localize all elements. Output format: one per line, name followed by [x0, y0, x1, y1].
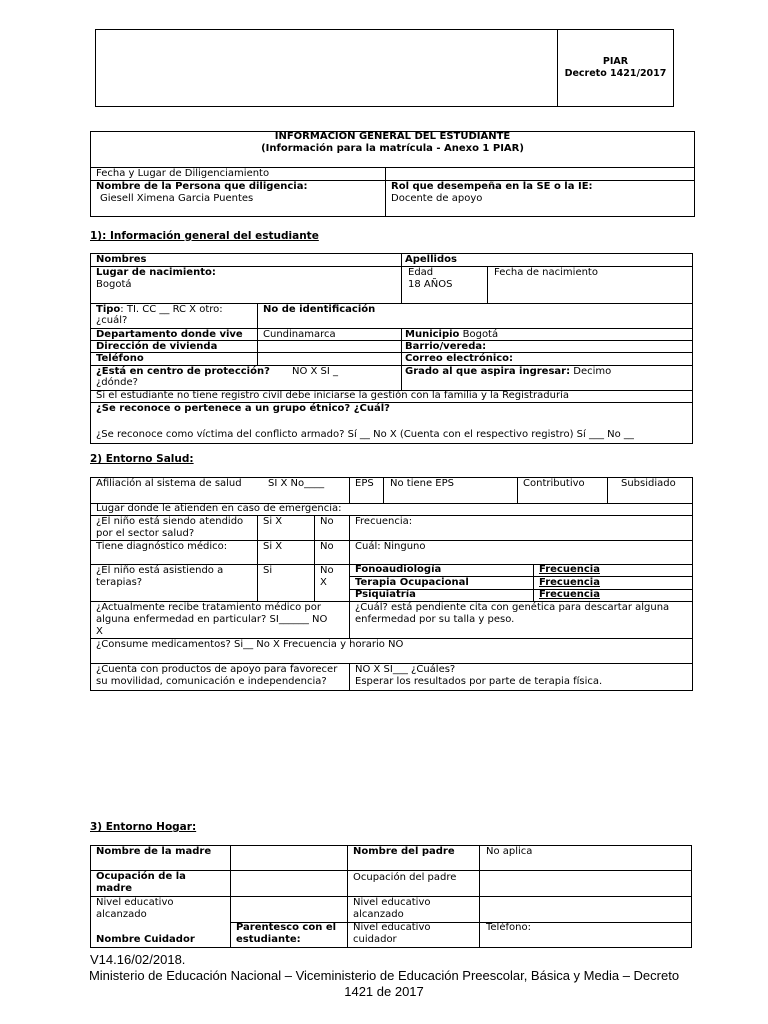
madre-label: Nombre de la madre — [96, 846, 212, 857]
terapias-label-2: terapias? — [96, 577, 143, 588]
ocupacion-madre-1: Ocupación de la — [96, 871, 186, 882]
padre-value: No aplica — [486, 846, 533, 857]
edad-value: 18 AÑOS — [408, 279, 453, 290]
afiliacion-label: Afiliación al sistema de salud — [96, 478, 242, 489]
nivel-cuidador-2: cuidador — [353, 934, 397, 945]
atendido-label-1: ¿El niño está siendo atendido — [96, 516, 244, 527]
nivel-padre-1: Nivel educativo — [353, 897, 431, 908]
fecha-nacimiento-label: Fecha de nacimiento — [494, 267, 598, 278]
terapias-no-x: X — [320, 577, 327, 588]
diagnostico-si: Si X — [263, 541, 283, 552]
tratamiento-label-3: X — [96, 626, 103, 637]
nombres-label: Nombres — [96, 254, 147, 265]
frecuencia-fono: Frecuencia — [539, 564, 600, 575]
departamento-value: Cundinamarca — [263, 329, 336, 340]
barrio-label: Barrio/vereda: — [405, 341, 487, 352]
contributivo-label: Contributivo — [523, 478, 585, 489]
section3-heading: 3) Entorno Hogar: — [90, 821, 197, 833]
psiquiatria-label: Psiquiatría — [355, 589, 416, 600]
terapia-ocupacional-label: Terapia Ocupacional — [355, 577, 469, 588]
persona-label: Nombre de la Persona que diligencia: — [96, 181, 308, 192]
diagnostico-label: Tiene diagnóstico médico: — [96, 541, 228, 552]
atendido-no: No — [320, 516, 334, 527]
tratamiento-cual-2: enfermedad por su talla y peso. — [355, 614, 515, 625]
terapias-label-1: ¿El niño está asistiendo a — [96, 565, 224, 576]
eps-value: No tiene EPS — [390, 478, 454, 489]
departamento-label: Departamento donde vive — [96, 329, 243, 340]
fonoaudiologia-label: Fonoaudiología — [355, 564, 442, 575]
frecuencia-psiquiatria: Frecuencia — [539, 589, 600, 600]
victima-label: ¿Se reconoce como víctima del conflicto armado? Sí __ No X (Cuenta con el respectivo registro) Sí ___ No __ — [96, 429, 634, 440]
tratamiento-label-2: alguna enfermedad en particular? SI______ NO — [96, 614, 328, 625]
rol-label: Rol que desempeña en la SE o la IE: — [391, 181, 593, 192]
lugar-nacimiento-value: Bogotá — [96, 279, 132, 290]
tipo-documento: Tipo: TI. CC __ RC X otro: — [96, 304, 223, 315]
footer-line-1: Ministerio de Educación Nacional – Viceministerio de Educación Preescolar, Básica y Media – Decreto — [88, 968, 680, 983]
diagnostico-cual: Cuál: Ninguno — [355, 541, 426, 552]
general-subtitle: (Información para la matrícula - Anexo 1 PIAR) — [261, 143, 524, 154]
edad-label: Edad — [408, 267, 434, 278]
persona-value: Giesell Ximena Garcia Puentes — [100, 193, 254, 204]
apoyo-label-2: su movilidad, comunicación e independencia? — [96, 676, 327, 687]
proteccion-label: ¿Está en centro de protección? — [96, 366, 270, 377]
subsidiado-label: Subsidiado — [621, 478, 676, 489]
parentesco-1: Parentesco con el — [236, 922, 337, 933]
version-label: V14.16/02/2018. — [90, 952, 186, 967]
frecuencia-label: Frecuencia: — [355, 516, 413, 527]
fecha-lugar-label: Fecha y Lugar de Diligenciamiento — [96, 168, 270, 179]
cuidador-label: Nombre Cuidador — [96, 934, 195, 945]
general-title: INFORMACION GENERAL DEL ESTUDIANTE — [274, 131, 511, 142]
atendido-label-2: por el sector salud? — [96, 528, 195, 539]
terapias-si: Si — [263, 565, 273, 576]
lugar-emergencia-label: Lugar donde le atienden en caso de emergencia: — [96, 503, 342, 514]
apoyo-label-1: ¿Cuenta con productos de apoyo para favorecer — [96, 664, 338, 675]
section2-heading: 2) Entorno Salud: — [90, 453, 194, 465]
nivel-madre-1: Nivel educativo — [96, 897, 174, 908]
apellidos-label: Apellidos — [405, 254, 457, 265]
tratamiento-cual-1: ¿Cuál? está pendiente cita con genética para descartar alguna — [355, 602, 670, 613]
lugar-nacimiento-label: Lugar de nacimiento: — [96, 267, 216, 278]
municipio: Municipio Bogotá — [405, 329, 499, 340]
cual-label: ¿cuál? — [96, 315, 128, 326]
medicamentos-label: ¿Consume medicamentos? Si__ No X Frecuencia y horario NO — [96, 639, 404, 650]
diagnostico-no: No — [320, 541, 334, 552]
ocupacion-padre: Ocupación del padre — [353, 872, 457, 883]
donde-label: ¿dónde? — [96, 377, 138, 388]
apoyo-value-2: Esperar los resultados por parte de terapia física. — [355, 676, 603, 687]
section1-heading: 1): Información general del estudiante — [90, 230, 319, 242]
registro-note: Si el estudiante no tiene registro civil debe iniciarse la gestión con la familia y la Registraduría — [96, 390, 569, 401]
terapias-no: No — [320, 565, 334, 576]
frecuencia-terapia: Frecuencia — [539, 577, 600, 588]
decreto-label: Decreto 1421/2017 — [564, 68, 667, 79]
telefono-cuidador: Teléfono: — [486, 922, 531, 933]
direccion-label: Dirección de vivienda — [96, 341, 218, 352]
atendido-si: Si X — [263, 516, 283, 527]
padre-label: Nombre del padre — [353, 846, 455, 857]
proteccion-value: NO X SI _ — [292, 366, 339, 377]
rol-value: Docente de apoyo — [391, 193, 483, 204]
eps-label: EPS — [355, 478, 374, 489]
ocupacion-madre-2: madre — [96, 883, 133, 894]
apoyo-value-1: NO X SI___ ¿Cuáles? — [355, 664, 456, 675]
nivel-cuidador-1: Nivel educativo — [353, 922, 431, 933]
piar-label: PIAR — [602, 56, 629, 67]
tratamiento-label-1: ¿Actualmente recibe tratamiento médico por — [96, 602, 321, 613]
grupo-etnico-label: ¿Se reconoce o pertenece a un grupo étnico? ¿Cuál? — [96, 403, 390, 414]
footer-line-2: 1421 de 2017 — [344, 984, 424, 999]
telefono-label: Teléfono — [96, 353, 144, 364]
no-identificacion-label: No de identificación — [263, 304, 376, 315]
correo-label: Correo electrónico: — [405, 353, 514, 364]
afiliacion-value: SI X No____ — [268, 478, 325, 489]
grado: Grado al que aspira ingresar: Decimo — [405, 366, 612, 377]
nivel-madre-2: alcanzado — [96, 909, 147, 920]
nivel-padre-2: alcanzado — [353, 909, 404, 920]
parentesco-2: estudiante: — [236, 934, 301, 945]
